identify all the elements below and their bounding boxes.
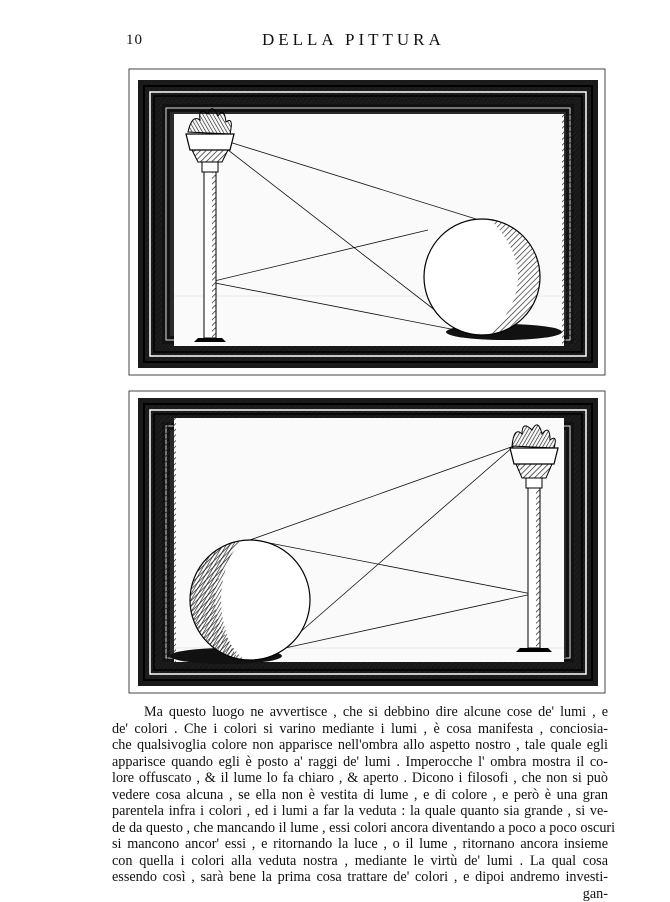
figure-plate-top — [126, 66, 608, 378]
text-line: parentela infra i colori , ed i lumi a far la veduta : la quale quanto sia grande , si ve- — [112, 803, 608, 820]
running-head: DELLA PITTURA — [262, 30, 445, 50]
catchword: gan- — [112, 886, 608, 902]
figure-plate-bottom — [126, 388, 608, 696]
text-line: essendo così , sarà bene la prima cosa trattare de' colori , e dipoi andremo investi- — [112, 869, 608, 886]
text-line: apparisce quando egli è posto a' raggi de' lumi . Imperocche l' ombra mostra il co- — [112, 754, 608, 771]
body-text — [112, 704, 608, 902]
engraving-torch-sphere-bottom — [126, 388, 608, 696]
text-line: de da questo , che mancando il lume , essi colori ancora diventando a poco a poco oscuri — [112, 820, 608, 837]
page-number: 10 — [126, 32, 143, 49]
text-line: Ma questo luogo ne avvertisce , che si debbino dire alcune cose de' lumi , e — [112, 704, 608, 721]
text-line: de' colori . Che i colori si varino mediante i lumi , è cosa manifesta , conciosia- — [112, 721, 608, 738]
engraving-torch-sphere-top — [126, 66, 608, 378]
text-line: con quella i colori alla veduta nostra , mediante le virtù de' lumi . La qual cosa — [112, 853, 608, 870]
text-line: vedere cosa alcuna , se ella non è vestita di lume , e di colore , e però è una gran — [112, 787, 608, 804]
text-line: lore offuscato , & il lume lo fa chiaro , & aperto . Dicono i filosofi , che non si può — [112, 770, 608, 787]
text-line: che qualsivoglia colore non apparisce nell'ombra allo aspetto nostro , tale quale egli — [112, 737, 608, 754]
text-line: si mancono ancor' essi , e ritornando la luce , o il lume , ritornano ancora insieme — [112, 836, 608, 853]
